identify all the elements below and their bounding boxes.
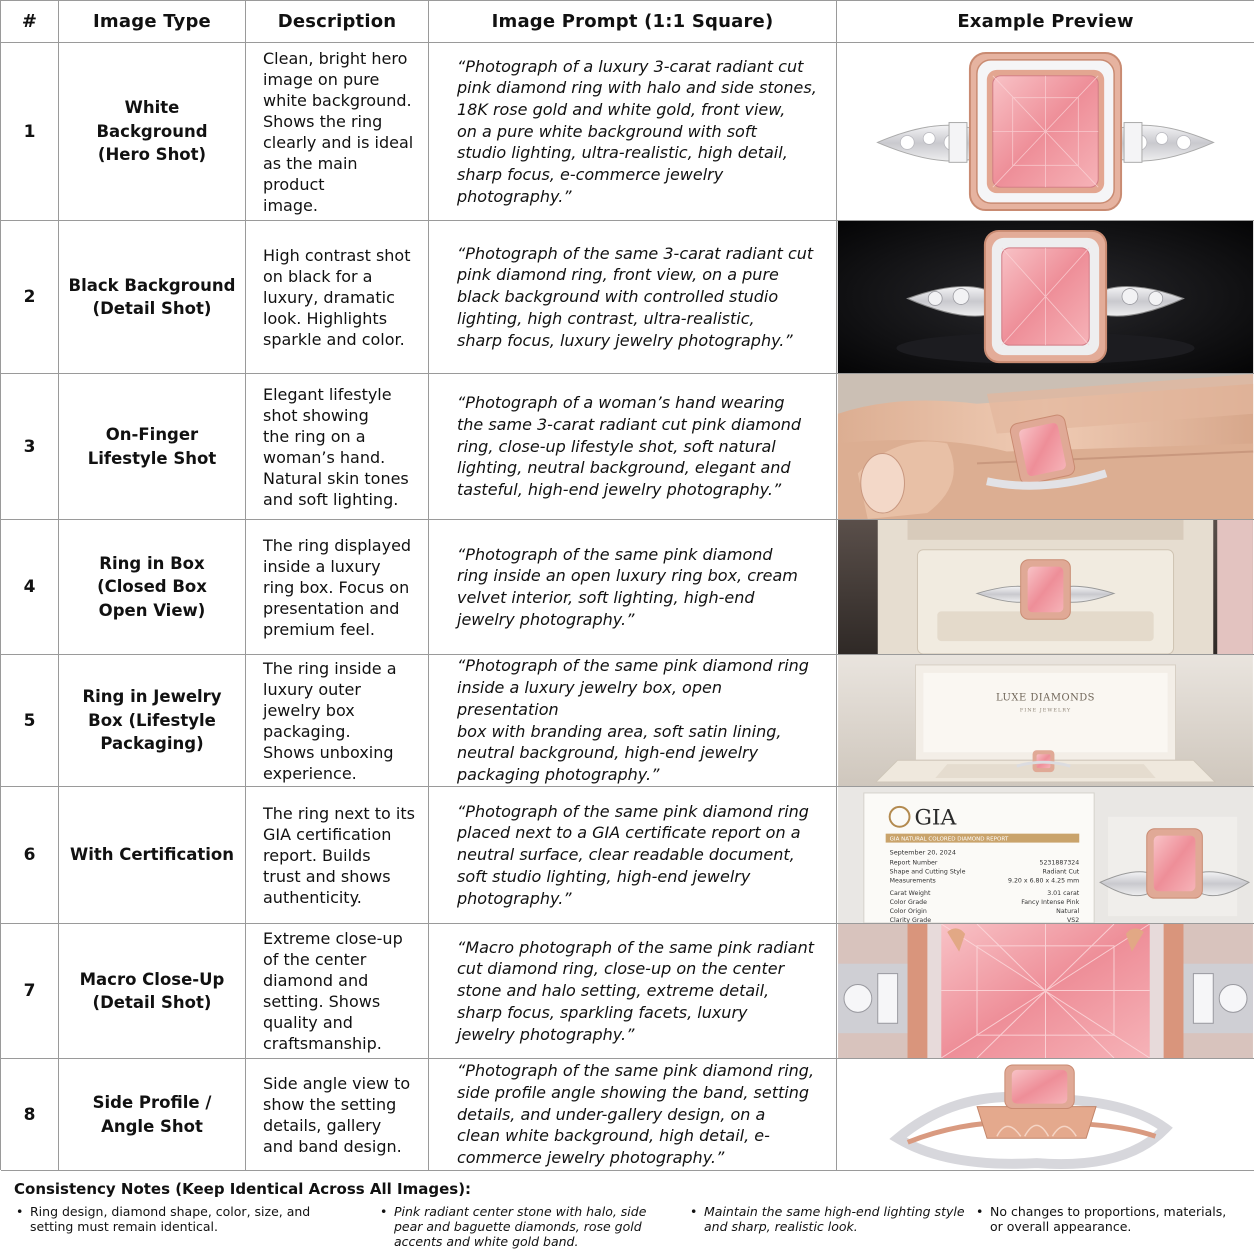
cert-field-value: 3.01 carat (1047, 890, 1080, 898)
cert-field-value: Fancy Intense Pink (1021, 899, 1080, 907)
row-number: 5 (1, 655, 59, 787)
row-number: 7 (1, 924, 59, 1059)
cert-field-label: Color Grade (889, 899, 928, 907)
row-image-type: Macro Close-Up (Detail Shot) (59, 924, 246, 1059)
cert-field-value: 5231887324 (1039, 859, 1080, 867)
cert-field-label: Carat Weight (889, 890, 931, 898)
cert-field-value: Radiant Cut (1042, 868, 1080, 876)
preview-ring-in-box (837, 520, 1254, 655)
cert-field-label: Shape and Cutting Style (889, 868, 966, 876)
ring-black-background-image (837, 221, 1254, 373)
row-image-type: On-Finger Lifestyle Shot (59, 374, 246, 520)
ring-side-angle-image (837, 1059, 1254, 1170)
row-image-type: Side Profile / Angle Shot (59, 1059, 246, 1171)
header-image-prompt: Image Prompt (1:1 Square) (429, 1, 837, 43)
preview-white-background (837, 43, 1254, 221)
row-number: 3 (1, 374, 59, 520)
note-item: • Maintain the same high-end lighting style and sharp, realistic look. (688, 1204, 974, 1249)
cert-field-value: 9.20 x 6.80 x 4.25 mm (1007, 877, 1080, 885)
cert-field-label: Report Number (889, 859, 938, 867)
row-number: 4 (1, 520, 59, 655)
row-image-type: Ring in Box (Closed Box Open View) (59, 520, 246, 655)
header-example-preview: Example Preview (837, 1, 1254, 43)
row-prompt: “Photograph of the same pink diamond ring inside a luxury jewelry box, open presentation box with branding area, soft satin lining, neutral background, high-end jewelry packaging photography.” (429, 655, 837, 787)
notes-title: Consistency Notes (Keep Identical Across All Images): (14, 1180, 472, 1198)
box-sub-text: FINE JEWELRY (1019, 707, 1072, 714)
ring-front-view-image (837, 43, 1254, 220)
row-description: The ring inside a luxury outer jewelry box packaging. Shows unboxing experience. (246, 655, 429, 787)
header-image-type: Image Type (59, 1, 246, 43)
preview-certification (837, 787, 1254, 924)
row-number: 2 (1, 221, 59, 374)
row-prompt: “Photograph of a luxury 3-carat radiant cut pink diamond ring with halo and side stones, 18K rose gold and white gold, front view, on a pure white background with soft studio lighting, ultra-realistic, high detail, sharp focus, e-commerce jewelry photography.” (429, 43, 837, 221)
row-image-type: Ring in Jewelry Box (Lifestyle Packaging) (59, 655, 246, 787)
cert-field-label: Measurements (889, 877, 936, 885)
preview-side-profile (837, 1059, 1254, 1171)
row-description: Extreme close-up of the center diamond and setting. Shows quality and craftsmanship. (246, 924, 429, 1059)
cert-title: GIA NATURAL COLORED DIAMOND REPORT (889, 836, 1009, 843)
note-item: • Ring design, diamond shape, color, size, and setting must remain identical. (14, 1204, 378, 1249)
macro-stone-image (837, 924, 1254, 1058)
row-number: 8 (1, 1059, 59, 1171)
preview-black-background (837, 221, 1254, 374)
row-prompt: “Photograph of the same 3-carat radiant cut pink diamond ring, front view, on a pure black background with controlled studio lighting, high contrast, ultra-realistic, sharp focus, luxury jewelry photography.” (429, 221, 837, 374)
cert-field-value: Natural (1056, 908, 1080, 916)
row-prompt: “Photograph of the same pink diamond ring placed next to a GIA certificate report on a neutral surface, clear readable document, soft studio lighting, high-end jewelry photography.” (429, 787, 837, 924)
row-prompt: “Photograph of a woman’s hand wearing the same 3-carat radiant cut pink diamond ring, close-up lifestyle shot, soft natural lighting, neutral background, elegant and tasteful, high-end jewelry photography.” (429, 374, 837, 520)
row-image-type: Black Background (Detail Shot) (59, 221, 246, 374)
row-number: 6 (1, 787, 59, 924)
row-description: Clean, bright hero image on pure white background. Shows the ring clearly and is ideal as the main product image. (246, 43, 429, 221)
row-image-type: White Background (Hero Shot) (59, 43, 246, 221)
preview-macro-closeup (837, 924, 1254, 1059)
note-item: • No changes to proportions, materials, or overall appearance. (974, 1204, 1234, 1249)
row-description: The ring displayed inside a luxury ring box. Focus on presentation and premium feel. (246, 520, 429, 655)
header-number: # (1, 1, 59, 43)
jewelry-box-packaging-image (837, 655, 1254, 786)
preview-on-finger (837, 374, 1254, 520)
ring-box-image (837, 520, 1254, 654)
consistency-notes (0, 1170, 1254, 1254)
gia-certificate-image (837, 787, 1254, 923)
cert-field-label: Clarity Grade (889, 917, 932, 923)
row-description: High contrast shot on black for a luxury, dramatic look. Highlights sparkle and color. (246, 221, 429, 374)
row-prompt: “Photograph of the same pink diamond ring inside an open luxury ring box, cream velvet interior, soft lighting, high-end jewelry photography.” (429, 520, 837, 655)
note-item: • Pink radiant center stone with halo, side pear and baguette diamonds, rose gold accents and white gold band. (378, 1204, 688, 1249)
row-prompt: “Photograph of the same pink diamond ring, side profile angle showing the band, setting details, and under-gallery design, on a clean white background, high detail, e- commerce jewelry photography.” (429, 1059, 837, 1171)
row-image-type: With Certification (59, 787, 246, 924)
cert-logo: GIA (914, 805, 957, 831)
cert-date: September 20, 2024 (889, 848, 956, 857)
row-description: The ring next to its GIA certification report. Builds trust and shows authenticity. (246, 787, 429, 924)
box-brand-text: LUXE DIAMONDS (996, 692, 1095, 704)
row-number: 1 (1, 43, 59, 221)
ring-on-hand-image (837, 374, 1254, 519)
preview-jewelry-box (837, 655, 1254, 787)
cert-field-label: Color Origin (889, 908, 927, 916)
row-description: Side angle view to show the setting details, gallery and band design. (246, 1059, 429, 1171)
row-description: Elegant lifestyle shot showing the ring on a woman’s hand. Natural skin tones and soft lighting. (246, 374, 429, 520)
cert-field-value: VS2 (1067, 917, 1080, 923)
row-prompt: “Macro photograph of the same pink radiant cut diamond ring, close-up on the center stone and halo setting, extreme detail, sharp focus, sparkling facets, luxury jewelry photography.” (429, 924, 837, 1059)
header-description: Description (246, 1, 429, 43)
